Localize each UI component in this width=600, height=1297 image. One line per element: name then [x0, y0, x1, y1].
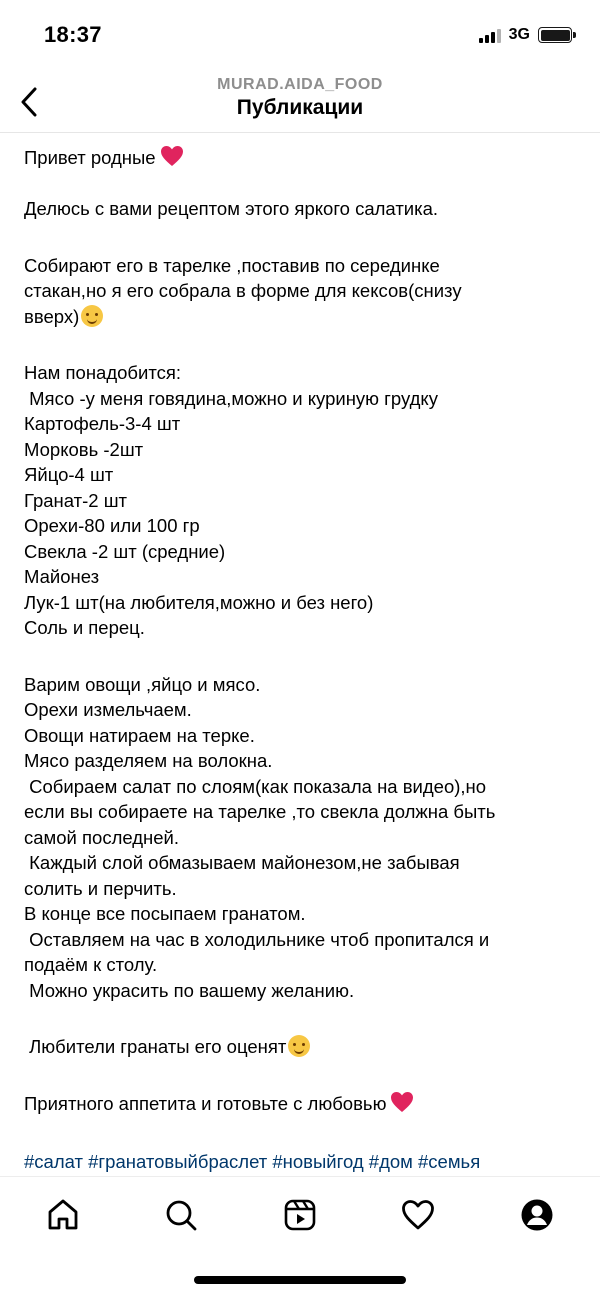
ingredient-item: Яйцо-4 шт: [24, 464, 114, 485]
hashtags-line: [24, 1175, 584, 1176]
step-line: солить и перчить.: [24, 877, 177, 899]
caption-assembly-line: стакан,но я его собрала в форме для кексов(снизу: [24, 280, 462, 301]
reels-icon: [283, 1198, 317, 1232]
hashtag-link[interactable]: #дом: [368, 1151, 413, 1172]
nav-profile[interactable]: [517, 1195, 557, 1235]
ingredient-item: Соль и перец.: [24, 617, 145, 638]
ingredient-item: Орехи-80 или 100 гр: [24, 515, 200, 536]
nav-home[interactable]: [43, 1195, 83, 1235]
nav-search[interactable]: [161, 1195, 201, 1235]
network-type: 3G: [508, 26, 530, 43]
ingredient-item: Морковь -2шт: [24, 438, 144, 460]
ingredient-item: Майонез: [24, 566, 100, 587]
hugging-face-emoji-icon: [81, 305, 103, 327]
step-line: Варим овощи ,яйцо и мясо.: [24, 673, 261, 695]
step-line: Орехи измельчаем.: [24, 699, 192, 720]
nav-activity[interactable]: [398, 1195, 438, 1235]
bottom-nav: [0, 1176, 600, 1297]
ingredients-title: Нам понадобится:: [24, 362, 182, 383]
hashtag-link[interactable]: #салат: [24, 1151, 83, 1172]
header-username: MURAD.AIDA_FOOD: [217, 76, 383, 93]
step-line: если вы собираете на тарелке ,то свекла должна быть: [24, 801, 496, 822]
caption-intro: Делюсь с вами рецептом этого яркого салатика.: [24, 198, 439, 219]
caption-assembly-line: Собирают его в тарелке ,поставив по серединке: [24, 254, 440, 276]
hashtag-link[interactable]: #гранатовыйбраслет: [88, 1151, 268, 1172]
caption-fans-note: Любители гранаты его оценят: [24, 1034, 584, 1060]
step-line: подаём к столу.: [24, 954, 158, 975]
profile-icon: [520, 1198, 554, 1232]
yum-face-emoji-icon: [288, 1035, 310, 1057]
header-text: [0, 76, 600, 120]
caption-greeting: Привет родные: [24, 145, 584, 171]
hashtags-line: [24, 1149, 584, 1175]
caption-closing: Приятного аппетита и готовьте с любовью: [24, 1091, 584, 1117]
step-line: самой последней.: [24, 826, 180, 848]
step-line: Оставляем на час в холодильнике чтоб пропитался и: [24, 928, 490, 950]
hashtag-link[interactable]: #семья: [418, 1151, 481, 1172]
step-line: Каждый слой обмазываем майонезом,не забывая: [24, 852, 460, 873]
home-indicator[interactable]: [194, 1276, 406, 1284]
signal-icon: [479, 27, 501, 43]
nav-reels[interactable]: [280, 1195, 320, 1235]
step-line: Мясо разделяем на волокна.: [24, 750, 273, 771]
search-icon: [164, 1198, 198, 1232]
header: [0, 70, 600, 133]
step-line: Овощи натираем на терке.: [24, 724, 255, 746]
step-line: Можно украсить по вашему желанию.: [24, 979, 355, 1001]
heart-icon: [401, 1199, 435, 1231]
red-heart-emoji-icon: [390, 1091, 414, 1113]
status-bar: [0, 0, 600, 70]
home-icon: [46, 1198, 80, 1232]
post-caption: [24, 145, 584, 1175]
ingredient-item: Гранат-2 шт: [24, 489, 128, 511]
ingredient-item: Свекла -2 шт (средние): [24, 540, 226, 562]
page-title: Публикации: [236, 96, 364, 119]
ingredient-item: Лук-1 шт(на любителя,можно и без него): [24, 591, 374, 613]
red-heart-emoji-icon: [160, 145, 184, 167]
ingredient-item: Мясо -у меня говядина,можно и куриную грудку: [24, 387, 438, 409]
step-line: Собираем салат по слоям(как показала на видео),но: [24, 775, 487, 797]
ingredient-item: Картофель-3-4 шт: [24, 413, 181, 434]
step-line: В конце все посыпаем гранатом.: [24, 903, 306, 924]
status-time: 18:37: [44, 22, 102, 47]
caption-assembly-line: вверх): [24, 304, 584, 330]
hashtag-link[interactable]: #новыйгод: [272, 1151, 364, 1172]
status-indicators: [479, 26, 572, 44]
battery-icon: [538, 27, 572, 43]
